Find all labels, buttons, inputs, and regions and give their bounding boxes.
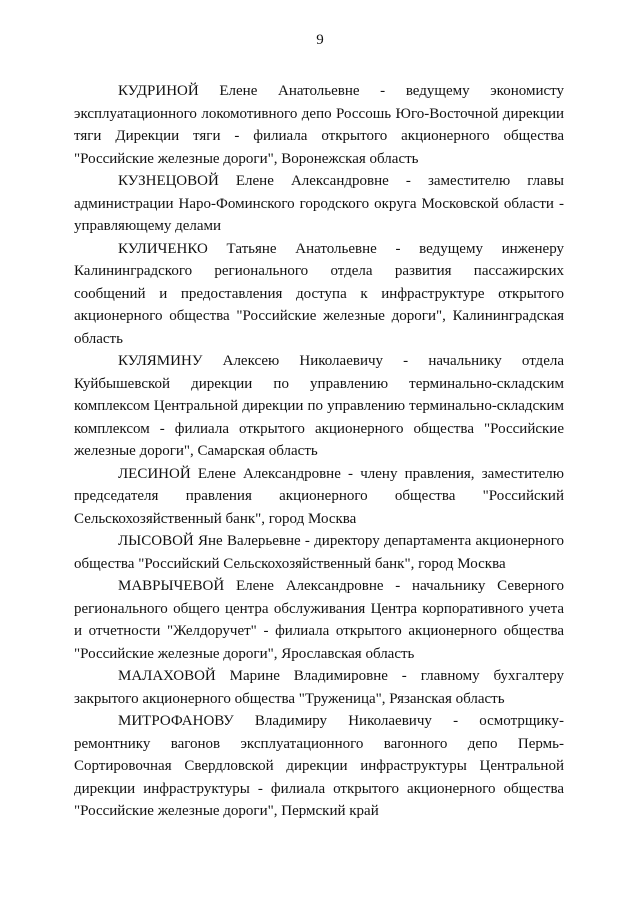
award-entry-malakhova: МАЛАХОВОЙ Марине Владимировне - главному бухгалтеру закрытого акционерного общества "Труженица", Рязанская область <box>74 668 564 707</box>
page-number: 9 <box>316 32 324 48</box>
document-body <box>74 80 564 823</box>
award-entry-lesina: ЛЕСИНОЙ Елене Александровне - члену правления, заместителю председателя правления акционерного общества "Российский Сельскохозяйственный банк", город Москва <box>74 465 564 527</box>
award-entry-mitrofanov: МИТРОФАНОВУ Владимиру Николаевичу - осмотрщику-ремонтнику вагонов эксплуатационного вагонного депо Пермь-Сортировочная Свердловской дирекции инфраструктуры Центральной дирекции инфраструктуры - филиала открытого акционерного общества "Российские железные дороги", Пермский край <box>74 713 564 819</box>
award-entry-lysova: ЛЫСОВОЙ Яне Валерьевне - директору департамента акционерного общества "Российский Сельскохозяйственный банк", город Москва <box>74 533 564 572</box>
award-entry-kuznetsova: КУЗНЕЦОВОЙ Елене Александровне - заместителю главы администрации Наро-Фоминского городского округа Московской области - управляющему делами <box>74 173 564 234</box>
award-entry-mavrycheva: МАВРЫЧЕВОЙ Елене Александровне - начальнику Северного регионального общего центра обслуживания Центра корпоративного учета и отчетности "Желдоручет" - филиала открытого акционерного общества "Российские железные дороги", Ярославская область <box>74 578 564 662</box>
award-entry-kulyamin: КУЛЯМИНУ Алексею Николаевичу - начальнику отдела Куйбышевской дирекции по управлению терминально-складским комплексом Центральной дирекции по управлению терминально-складским комплексом - филиала открытого акционерного общества "Российские железные дороги", Самарская область <box>74 353 564 459</box>
award-entry-kulichenko: КУЛИЧЕНКО Татьяне Анатольевне - ведущему инженеру Калининградского регионального отдела развития пассажирских сообщений и предоставления доступа к инфраструктуре открытого акционерного общества "Российские железные дороги", Калининградская область <box>74 240 564 347</box>
award-entry-kudrina: КУДРИНОЙ Елене Анатольевне - ведущему экономисту эксплуатационного локомотивного депо Россошь Юго-Восточной дирекции тяги Дирекции тяги - филиала открытого акционерного общества "Российские железные дороги", Воронежская область <box>74 83 564 167</box>
